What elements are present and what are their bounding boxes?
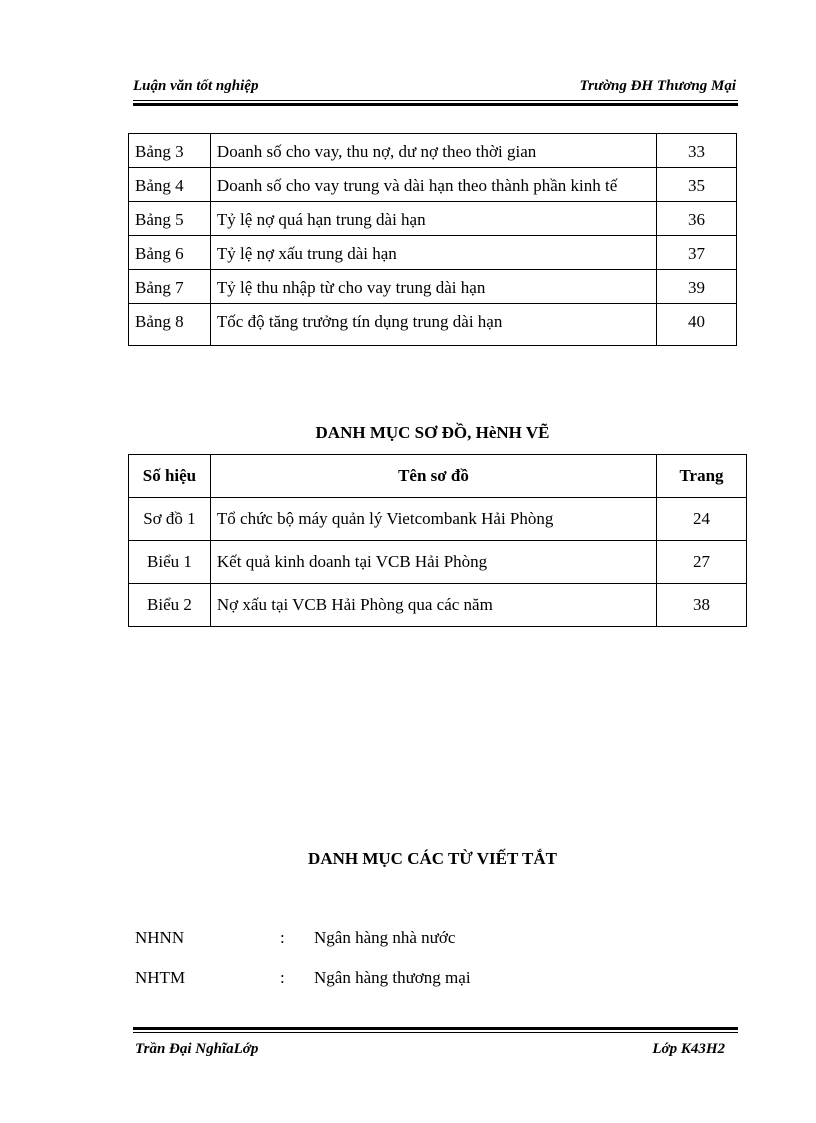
table-page: 33 [657,134,737,168]
header-rule-thick [133,103,738,106]
abbreviations-heading: DANH MỤC CÁC TỪ VIẾT TẮT [308,849,557,868]
diagram-title: Kết quả kinh doanh tại VCB Hải Phòng [210,541,656,584]
abbreviation-meaning: Ngân hàng nhà nước [314,928,456,947]
tables-list-table [128,133,737,346]
table-row [129,236,737,270]
page-footer [135,1041,725,1061]
table-title: Doanh số cho vay, thu nợ, dư nợ theo thời gian [210,134,656,168]
diagram-page: 38 [657,584,747,627]
table-title: Tốc độ tăng trưởng tín dụng trung dài hạn [210,304,656,346]
table-title: Tỷ lệ thu nhập từ cho vay trung dài hạn [210,270,656,304]
footer-left: Trần Đại NghĩaLớp [135,1041,259,1057]
page-header [133,78,736,98]
table-id: Bảng 5 [129,202,211,236]
table-title: Tỷ lệ nợ quá hạn trung dài hạn [210,202,656,236]
table-page: 35 [657,168,737,202]
column-header-id: Số hiệu [129,455,211,498]
table-row [129,498,747,541]
table-row [129,541,747,584]
table-row [129,304,737,346]
diagram-page: 27 [657,541,747,584]
table-row [129,270,737,304]
column-header-title: Tên sơ đồ [210,455,656,498]
table-id: Bảng 3 [129,134,211,168]
diagrams-heading: DANH MỤC SƠ ĐỒ, HèNH VẼ [315,423,550,442]
abbreviation-separator: : [280,928,285,947]
table-title: Doanh số cho vay trung và dài hạn theo thành phần kinh tế [210,168,656,202]
diagram-title: Tổ chức bộ máy quản lý Vietcombank Hải Phòng [210,498,656,541]
abbreviation-meaning: Ngân hàng thương mại [314,968,471,987]
diagram-id: Biểu 2 [129,584,211,627]
table-row [129,168,737,202]
table-id: Bảng 6 [129,236,211,270]
table-row [129,202,737,236]
table-page: 37 [657,236,737,270]
table-page: 39 [657,270,737,304]
abbreviation-separator: : [280,968,285,987]
column-header-page: Trang [657,455,747,498]
table-id: Bảng 4 [129,168,211,202]
header-rule-thin [133,100,738,101]
footer-right: Lớp K43H2 [652,1041,725,1057]
abbreviation-term: NHNN [135,928,185,947]
table-row [129,584,747,627]
diagram-id: Sơ đồ 1 [129,498,211,541]
table-header-row [129,455,747,498]
table-row [129,134,737,168]
footer-rule-thin [133,1032,738,1033]
diagram-page: 24 [657,498,747,541]
table-title: Tỷ lệ nợ xấu trung dài hạn [210,236,656,270]
diagrams-table [128,454,747,627]
table-id: Bảng 8 [129,304,211,346]
header-left: Luận văn tốt nghiệp [133,78,259,94]
header-right: Trường ĐH Thương Mại [579,78,736,94]
footer-rule-thick [133,1027,738,1030]
table-page: 40 [657,304,737,346]
diagram-title: Nợ xấu tại VCB Hải Phòng qua các năm [210,584,656,627]
diagram-id: Biểu 1 [129,541,211,584]
table-page: 36 [657,202,737,236]
table-id: Bảng 7 [129,270,211,304]
abbreviation-term: NHTM [135,968,186,987]
